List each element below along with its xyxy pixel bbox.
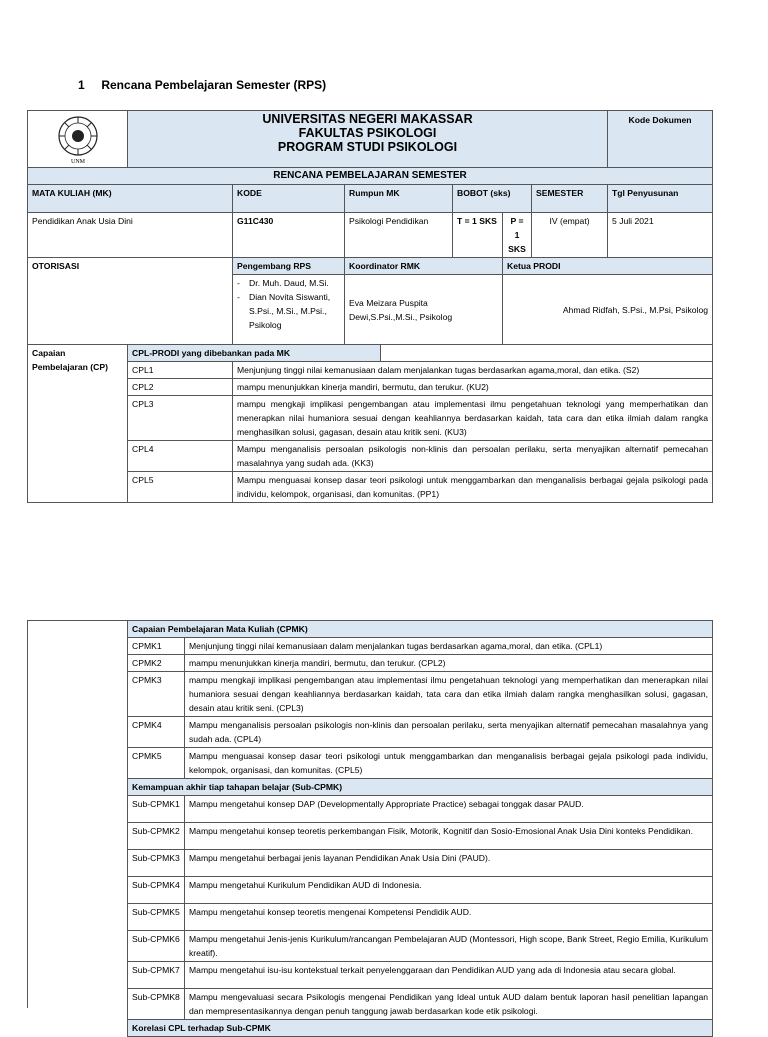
document-title: RENCANA PEMBELAJARAN SEMESTER bbox=[28, 168, 713, 185]
unm-logo-icon bbox=[47, 114, 109, 164]
subcpmk-code: Sub-CPMK4 bbox=[128, 877, 185, 904]
cp-label: Capaian Pembelajaran (CP) bbox=[28, 345, 128, 503]
cpmk-text: Menjunjung tinggi nilai kemanusiaan dalam menjalankan tugas berdasarkan agama,moral, dan etika. (CPL1) bbox=[185, 638, 713, 655]
pengembang-label: Pengembang RPS bbox=[233, 258, 345, 275]
cpl-code: CPL2 bbox=[128, 379, 233, 396]
col-mata-kuliah: MATA KULIAH (MK) bbox=[28, 185, 233, 213]
cpmk-text: mampu mengkaji implikasi pengembangan atau implementasi ilmu pengetahuan teknologi yang memperhatikan dan menerapkan nilai humaniora sesuai dengan keahliannya berdasarkan kaidah, tata cara dan etika ilmiah dalam rangka menghasilkan solusi, gagasan, desain atau kritik seni. (CPL3) bbox=[185, 672, 713, 717]
subcpmk-code: Sub-CPMK7 bbox=[128, 962, 185, 989]
cpmk-text: mampu menunjukkan kinerja mandiri, bermutu, dan terukur. (CPL2) bbox=[185, 655, 713, 672]
cpl-header: CPL-PRODI yang dibebankan pada MK bbox=[128, 345, 381, 362]
subcpmk-code: Sub-CPMK1 bbox=[128, 796, 185, 823]
col-semester: SEMESTER bbox=[532, 185, 608, 213]
cpmk-text: Mampu menganalisis persoalan psikologis non-klinis dan persoalan perilaku, serta menyajikan alternatif pemecahan masalahnya yang sudah ada. (CPL4) bbox=[185, 717, 713, 748]
subcpmk-text: Mampu mengevaluasi secara Psikologis mengenai Pendidikan yang Ideal untuk AUD dalam bentuk laporan hasil penelitian lapangan dan mempresentasikannya dengan penuh tanggung jawab berdasarkan kode etik psikologi. bbox=[185, 989, 713, 1020]
pengembang-item: - Dian Novita Siswanti, S.Psi., M.Si., M.Psi., Psikolog bbox=[237, 290, 340, 332]
rps-cpmk-table bbox=[127, 620, 713, 1037]
subcpmk-text: Mampu mengetahui isu-isu kontekstual terkait penyelenggaraan dan Pendidikan AUD yang ada di Indonesia atau secara global. bbox=[185, 962, 713, 989]
program-name: PROGRAM STUDI PSIKOLOGI bbox=[277, 140, 458, 154]
cpmk-code: CPMK1 bbox=[128, 638, 185, 655]
cpl-code: CPL5 bbox=[128, 472, 233, 503]
subcpmk-code: Sub-CPMK6 bbox=[128, 931, 185, 962]
subcpmk-code: Sub-CPMK3 bbox=[128, 850, 185, 877]
cpmk-code: CPMK3 bbox=[128, 672, 185, 717]
section-number: 1 bbox=[78, 78, 85, 92]
kode-dokumen: Kode Dokumen bbox=[608, 111, 713, 168]
cpmk-header: Capaian Pembelajaran Mata Kuliah (CPMK) bbox=[128, 621, 713, 638]
cpmk-code: CPMK4 bbox=[128, 717, 185, 748]
cpl-text: mampu menunjukkan kinerja mandiri, bermutu, dan terukur. (KU2) bbox=[233, 379, 713, 396]
subcpmk-text: Mampu mengetahui Kurikulum Pendidikan AUD di Indonesia. bbox=[185, 877, 713, 904]
course-sks-p: P = 1 SKS bbox=[503, 213, 532, 258]
cpl-text: mampu mengkaji implikasi pengembangan atau implementasi ilmu pengetahuan teknologi yang memperhatikan dan menerapkan nilai humaniora sesuai dengan keahliannya berdasarkan kaidah, tata cara dan etika ilmiah dalam rangka menghasilkan solusi, gagasan, desain atau kritik seni. (KU3) bbox=[233, 396, 713, 441]
col-tgl: Tgl Penyusunan bbox=[608, 185, 713, 213]
subcpmk-text: Mampu mengetahui konsep teoretis perkembangan Fisik, Motorik, Kognitif dan Sosio-Emosional Anak Usia Dini konteks Pendidikan. bbox=[185, 823, 713, 850]
section-heading bbox=[78, 78, 326, 92]
subcpmk-code: Sub-CPMK8 bbox=[128, 989, 185, 1020]
cpl-code: CPL4 bbox=[128, 441, 233, 472]
otorisasi-label: OTORISASI bbox=[28, 258, 233, 345]
university-name: UNIVERSITAS NEGERI MAKASSAR bbox=[262, 112, 473, 126]
cpl-code: CPL3 bbox=[128, 396, 233, 441]
svg-text:UNM: UNM bbox=[70, 159, 85, 164]
logo-cell bbox=[28, 111, 128, 168]
pengembang-item: - Dr. Muh. Daud, M.Si. bbox=[237, 276, 340, 290]
subcpmk-header: Kemampuan akhir tiap tahapan belajar (Sub-CPMK) bbox=[128, 779, 713, 796]
section-title: Rencana Pembelajaran Semester (RPS) bbox=[101, 78, 327, 92]
faculty-name: FAKULTAS PSIKOLOGI bbox=[298, 126, 437, 140]
course-rumpun: Psikologi Pendidikan bbox=[345, 213, 453, 258]
korelasi-header: Korelasi CPL terhadap Sub-CPMK bbox=[128, 1020, 713, 1037]
cpmk-text: Mampu menguasai konsep dasar teori psikologi untuk menggambarkan dan menganalisis berbagai gejala psikologi pada individu, kelompok, organisasi, dan komunitas. (CPL5) bbox=[185, 748, 713, 779]
col-kode: KODE bbox=[233, 185, 345, 213]
course-sks-t: T = 1 SKS bbox=[453, 213, 503, 258]
continuation-left-column bbox=[27, 620, 127, 1008]
subcpmk-text: Mampu mengetahui konsep teoretis mengenai Kompetensi Pendidik AUD. bbox=[185, 904, 713, 931]
koordinator-name: Eva Meizara Puspita Dewi,S.Psi.,M.Si., Psikolog bbox=[345, 275, 503, 345]
rps-header-table bbox=[27, 110, 713, 503]
cpl-text: Mampu menguasai konsep dasar teori psikologi untuk menggambarkan dan menganalisis berbagai gejala psikologi pada individu, kelompok, organisasi, dan komunitas. (PP1) bbox=[233, 472, 713, 503]
subcpmk-code: Sub-CPMK2 bbox=[128, 823, 185, 850]
institution-title bbox=[128, 111, 608, 168]
course-name: Pendidikan Anak Usia Dini bbox=[28, 213, 233, 258]
subcpmk-text: Mampu mengetahui berbagai jenis layanan Pendidikan Anak Usia Dini (PAUD). bbox=[185, 850, 713, 877]
pengembang-list bbox=[233, 275, 345, 345]
cpmk-code: CPMK5 bbox=[128, 748, 185, 779]
subcpmk-text: Mampu mengetahui Jenis-jenis Kurikulum/rancangan Pembelajaran AUD (Montessori, High scope, Bank Street, Regio Emilia, Kurikulum kreatif). bbox=[185, 931, 713, 962]
col-rumpun: Rumpun MK bbox=[345, 185, 453, 213]
course-semester: IV (empat) bbox=[532, 213, 608, 258]
cpmk-code: CPMK2 bbox=[128, 655, 185, 672]
cpl-text: Menjunjung tinggi nilai kemanusiaan dalam menjalankan tugas berdasarkan agama,moral, dan etika. (S2) bbox=[233, 362, 713, 379]
cpl-code: CPL1 bbox=[128, 362, 233, 379]
koordinator-label: Koordinator RMK bbox=[345, 258, 503, 275]
ketua-label: Ketua PRODI bbox=[503, 258, 713, 275]
cpl-text: Mampu menganalisis persoalan psikologis non-klinis dan persoalan perilaku, serta menyajikan alternatif pemecahan masalahnya yang sudah ada. (KK3) bbox=[233, 441, 713, 472]
ketua-name: Ahmad Ridfah, S.Psi., M.Psi, Psikolog bbox=[503, 275, 713, 345]
course-code: G11C430 bbox=[233, 213, 345, 258]
col-bobot: BOBOT (sks) bbox=[453, 185, 532, 213]
cpl-header-spacer bbox=[381, 345, 713, 362]
subcpmk-text: Mampu mengetahui konsep DAP (Developmentally Appropriate Practice) sebagai tonggak dasar PAUD. bbox=[185, 796, 713, 823]
subcpmk-code: Sub-CPMK5 bbox=[128, 904, 185, 931]
course-date: 5 Juli 2021 bbox=[608, 213, 713, 258]
